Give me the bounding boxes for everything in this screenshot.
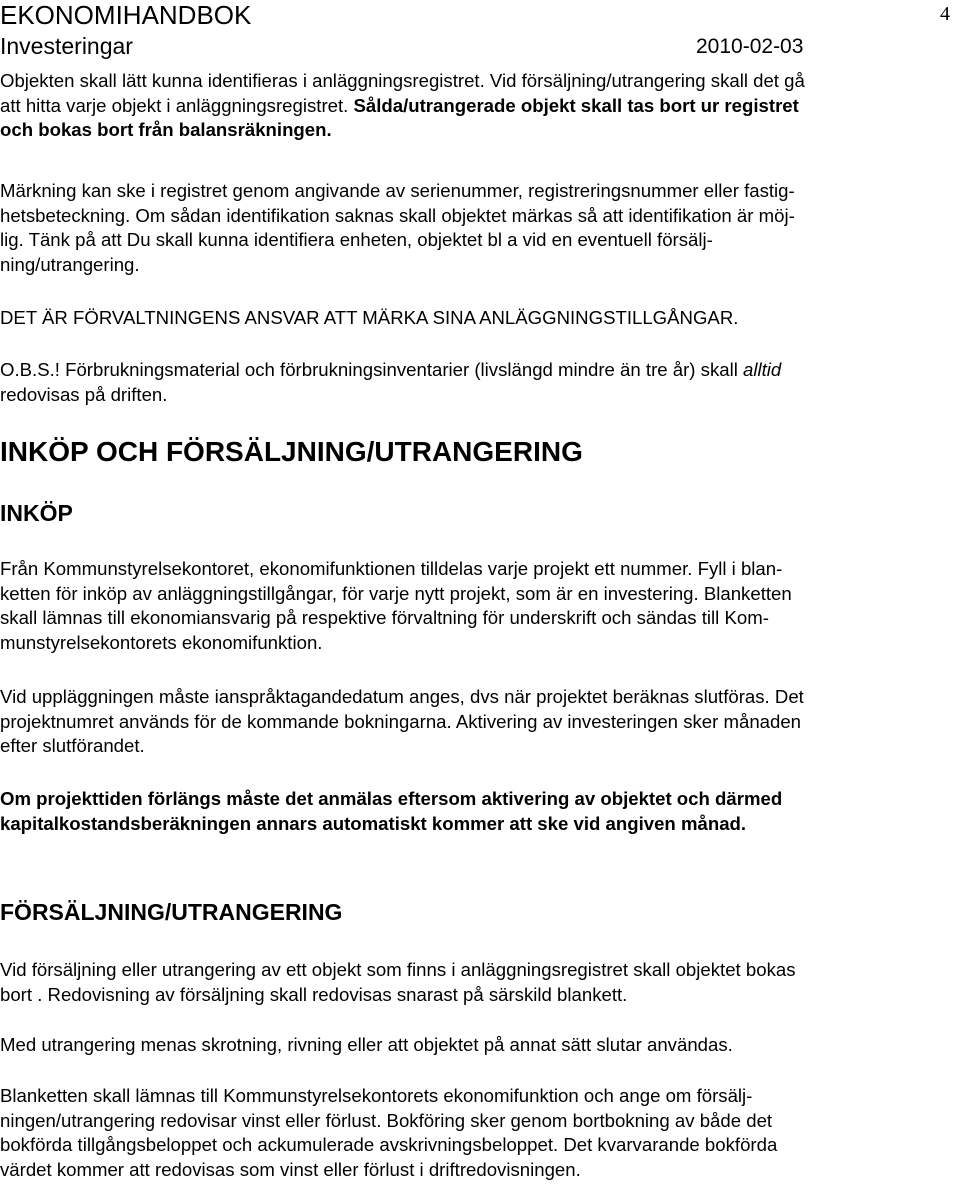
text-line: Blanketten skall lämnas till Kommunstyrelsekontorets ekonomifunktion och ange om försälj- — [0, 1085, 753, 1106]
text-line: Objekten skall lätt kunna identifieras i anläggningsregistret. Vid försäljning/utrangering skall det gå — [0, 70, 805, 91]
paragraph-form-submission — [0, 1084, 958, 1182]
text-line — [0, 358, 958, 383]
text-line: bort . Redovisning av försäljning skall redovisas snarast på särskild blankett. — [0, 983, 628, 1005]
bold-text-line: och bokas bort från balansräkningen. — [0, 119, 332, 140]
heading-forsaljning-utrangering: FÖRSÄLJNING/UTRANGERING — [0, 899, 343, 925]
text-line — [0, 94, 958, 119]
text-line: DET ÄR FÖRVALTNINGENS ANSVAR ATT MÄRKA SINA ANLÄGGNINGSTILLGÅNGAR. — [0, 307, 739, 328]
page-number: 4 — [940, 3, 950, 25]
text-line: Med utrangering menas skrotning, rivning eller att objektet på annat sätt slutar användas. — [0, 1034, 733, 1055]
text-line: hetsbeteckning. Om sådan identifikation saknas skall objektet märkas så att identifikation är möj- — [0, 204, 795, 226]
paragraph-project-extension — [0, 787, 958, 836]
bold-text-segment: Sålda/utrangerade objekt skall tas bort ur registret — [353, 94, 799, 116]
text-line: ningen/utrangering redovisar vinst eller förlust. Bokföring sker genom bortbokning av både det — [0, 1109, 773, 1131]
text-line: munstyrelsekontorets ekonomifunktion. — [0, 631, 323, 653]
text-line: värdet kommer att redovisas som vinst eller förlust i driftredovisningen. — [0, 1158, 581, 1180]
paragraph-project-number — [0, 557, 958, 655]
paragraph-registry-identification — [0, 69, 958, 143]
text-line: Märkning kan ske i registret genom angivande av serienummer, registreringsnummer eller fastig- — [0, 180, 795, 201]
paragraph-responsibility — [0, 306, 958, 331]
paragraph-marking — [0, 179, 958, 277]
paragraph-utrangering-definition — [0, 1033, 958, 1058]
text-line: Från Kommunstyrelsekontoret, ekonomifunktionen tilldelas varje projekt ett nummer. Fyll i blan- — [0, 558, 783, 579]
text-line: Vid försäljning eller utrangering av ett objekt som finns i anläggningsregistret skall objektet bokas — [0, 959, 796, 980]
text-line: bokförda tillgångsbeloppet och ackumulerade avskrivningsbeloppet. Det kvarvarande bokförda — [0, 1134, 778, 1155]
text-line: skall lämnas till ekonomiansvarig på respektive förvaltning för underskrift och sändas till Kom- — [0, 607, 769, 628]
paragraph-sale-disposal — [0, 958, 958, 1007]
text-line: ning/utrangering. — [0, 253, 140, 275]
bold-text-line: Om projekttiden förlängs måste det anmälas eftersom aktivering av objektet och därmed — [0, 788, 783, 809]
document-date: 2010-02-03 — [696, 35, 804, 58]
text-line: lig. Tänk på att Du skall kunna identifiera enheten, objektet bl a vid en eventuell försälj- — [0, 229, 713, 250]
heading-inkop: INKÖP — [0, 500, 73, 526]
text-line: redovisas på driften. — [0, 383, 168, 405]
document-section: Investeringar — [0, 33, 133, 59]
italic-text-segment: alltid — [743, 359, 782, 380]
text-line: Vid uppläggningen måste ianspråktagandedatum anges, dvs när projektet beräknas slutföras. Det — [0, 686, 804, 707]
text-line: ketten för inköp av anläggningstillgångar, för varje nytt projekt, som är en investering. Blanketten — [0, 582, 792, 604]
text-line: projektnumret används för de kommande bokningarna. Aktivering av investeringen sker månaden — [0, 710, 802, 732]
paragraph-setup-date — [0, 685, 958, 759]
text-line: efter slutförandet. — [0, 735, 145, 756]
text-segment: O.B.S.! Förbrukningsmaterial och förbrukningsinventarier (livslängd mindre än tre år) skall — [0, 359, 744, 380]
bold-text-line: kapitalkostandsberäkningen annars automatiskt kommer att ske vid angiven månad. — [0, 812, 747, 834]
heading-inkop-och-forsaljning: INKÖP OCH FÖRSÄLJNING/UTRANGERING — [0, 436, 583, 467]
document-title: EKONOMIHANDBOK — [0, 0, 252, 30]
paragraph-obs-note — [0, 358, 958, 407]
text-segment: att hitta varje objekt i anläggningsregistret. — [0, 94, 354, 116]
